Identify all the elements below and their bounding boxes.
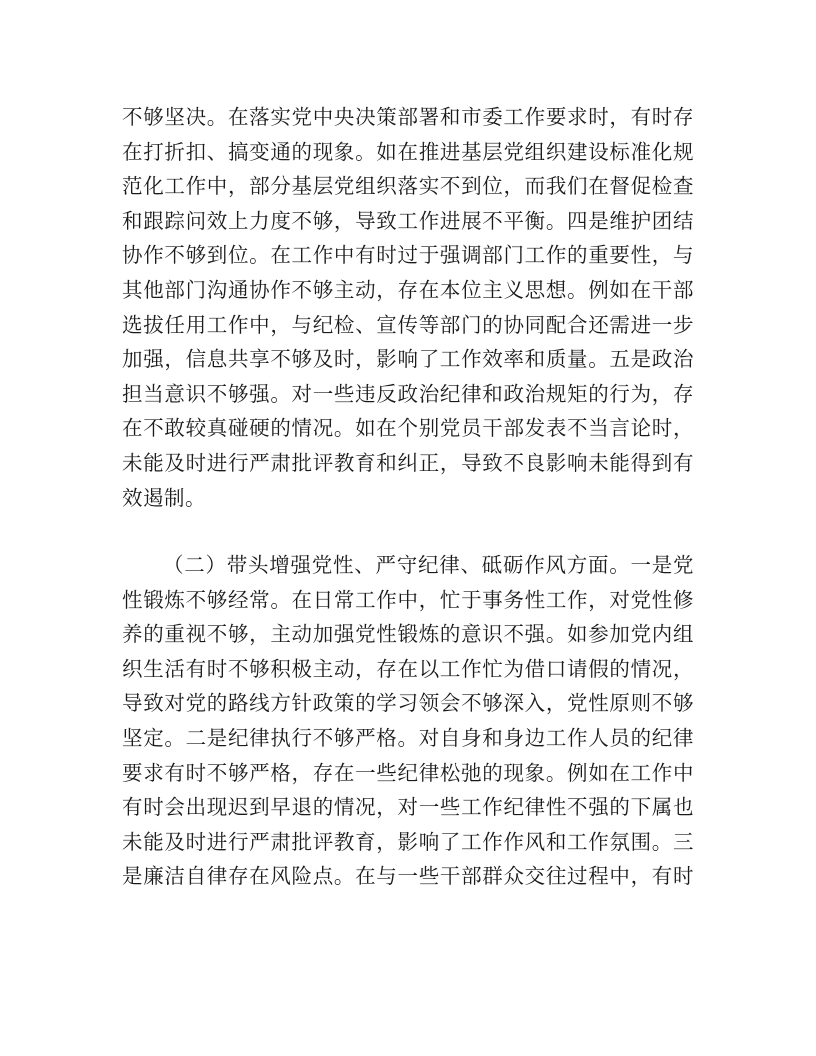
paragraph-line: 性锻炼不够经常。在日常工作中，忙于事务性工作，对党性修 bbox=[122, 587, 694, 612]
paragraph-line: 要求有时不够严格，存在一些纪律松弛的现象。例如在工作中 bbox=[122, 760, 694, 785]
paragraph-line: 导致对党的路线方针政策的学习领会不够深入，党性原则不够 bbox=[122, 691, 694, 716]
paragraph-1 bbox=[122, 100, 694, 515]
paragraph-line: 范化工作中，部分基层党组织落实不到位，而我们在督促检查 bbox=[122, 174, 694, 199]
paragraph-line: 是廉洁自律存在风险点。在与一些干部群众交往过程中，有时 bbox=[122, 864, 694, 889]
paragraph-line: 协作不够到位。在工作中有时过于强调部门工作的重要性，与 bbox=[122, 243, 694, 268]
paragraph-line: 和跟踪问效上力度不够，导致工作进展不平衡。四是维护团结 bbox=[122, 208, 694, 233]
paragraph-line: 有时会出现迟到早退的情况，对一些工作纪律性不强的下属也 bbox=[122, 795, 694, 820]
paragraph-line: 加强，信息共享不够及时，影响了工作效率和质量。五是政治 bbox=[122, 347, 694, 372]
paragraph-line: 不够坚决。在落实党中央决策部署和市委工作要求时，有时存 bbox=[122, 105, 694, 129]
paragraph-line: 选拔任用工作中，与纪检、宣传等部门的协同配合还需进一步 bbox=[122, 312, 694, 337]
paragraph-line: 未能及时进行严肃批评教育和纠正，导致不良影响未能得到有 bbox=[122, 450, 694, 475]
section-heading-line: （二）带头增强党性、严守纪律、砥砺作风方面。一是党 bbox=[163, 553, 694, 577]
paragraph-line: 未能及时进行严肃批评教育，影响了工作作风和工作氛围。三 bbox=[122, 829, 694, 854]
paragraph-line: 在不敢较真碰硬的情况。如在个别党员干部发表不当言论时， bbox=[122, 416, 694, 441]
paragraph-line: 养的重视不够，主动加强党性锻炼的意识不强。如参加党内组 bbox=[122, 622, 694, 647]
paragraph-line: 坚定。二是纪律执行不够严格。对自身和身边工作人员的纪律 bbox=[122, 725, 694, 750]
paragraph-line: 效遏制。 bbox=[122, 485, 206, 510]
paragraph-line: 其他部门沟通协作不够主动，存在本位主义思想。例如在干部 bbox=[122, 277, 694, 302]
paragraph-line: 在打折扣、搞变通的现象。如在推进基层党组织建设标准化规 bbox=[122, 139, 694, 164]
paragraph-2 bbox=[122, 548, 694, 894]
paragraph-line: 织生活有时不够积极主动，存在以工作忙为借口请假的情况， bbox=[122, 656, 694, 681]
paragraph-line: 担当意识不够强。对一些违反政治纪律和政治规矩的行为，存 bbox=[122, 381, 694, 406]
